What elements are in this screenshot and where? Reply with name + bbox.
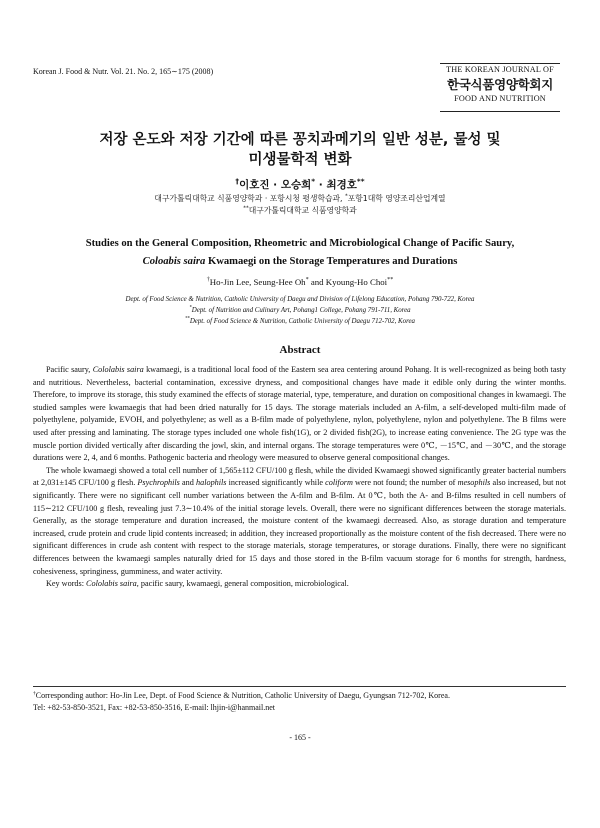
english-title-line1: Studies on the General Composition, Rheometric and Microbiological Change of Pacific Saury,: [85, 238, 515, 249]
journal-reference: Korean J. Food & Nutr. Vol. 21. No. 2, 165∼175 (2008): [33, 67, 214, 76]
page-number: - 165 -: [289, 733, 311, 742]
journal-box-bottom-rule: [440, 111, 560, 112]
key-words-list: , pacific saury, kwamaegi, general composition, microbiological.: [136, 579, 349, 589]
footnote-contact: Tel: +82-53-850-3521, Fax: +82-53-850-3516, E-mail: lhjin-i@hanmail.net: [33, 703, 276, 713]
english-title-line2: [30, 253, 570, 271]
korean-authors: [30, 177, 570, 192]
korean-affiliation-3: 대구가톨릭대학교 식품영양학과: [248, 206, 357, 215]
affiliation-mark-1: *: [305, 277, 309, 284]
affiliation-mark: **: [184, 316, 190, 322]
abstract-text: and: [179, 478, 197, 488]
author-kr-3: 최경호: [326, 179, 357, 191]
corresponding-mark: †: [33, 690, 36, 697]
affiliation-mark: **: [243, 205, 249, 212]
footnote-line1: [33, 690, 566, 702]
korean-title-line1: 저장 온도와 저장 기간에 따른 꽁치과메기의 일반 성분, 물성 및: [99, 132, 501, 148]
journal-name-en-line2: FOOD AND NUTRITION: [454, 94, 546, 103]
abstract-text: also increased, but not significantly. There were no significant cell number variations between the A-film and B-film. At 0℃, both the A- and B-films resulted in cell numbers of 115∼212 CFU/100 g flesh, revealing just 7.3∼10.4% of the initial storage levels. Overall, there were no significant differences between the storage materials. Generally, as the storage temperature and duration increased, the moisture content of the kwamaegi decreased. Also, as storage duration and temperature increased, crude protein and crude lipid contents increased; in addition, they increased proportionally as the moisture content of the fish decreased. There were no significant differences in crude ash content with respect to the storage materials, storage temperatures, or storage durations. Finally, there were no significant differences between the kwamaegi samples naturally dried for 15 days and those stored in the B-film vacuum storage for 6 months for strength, hardness, cohesiveness, springiness, gumminess, and water activity.: [33, 478, 566, 576]
english-affiliation-2: Dept. of Nutrition and Culinary Art, Pohang1 College, Pohang 791-711, Korea: [191, 307, 411, 314]
abstract-text: The whole kwamaegi showed a total cell number of 1,565±112 CFU/100 g flesh, while the divided Kwamaegi showed significantly greater bacterial numbers at 2,031±145 CFU/100 g flesh.: [33, 465, 566, 488]
affiliation-mark-1: *: [311, 176, 316, 186]
korean-title: [30, 130, 570, 170]
organism-term: halophils: [196, 478, 227, 488]
abstract-heading: Abstract: [279, 344, 321, 356]
key-words-label: Key words:: [46, 579, 87, 589]
author-and: and: [308, 277, 326, 287]
affiliation-mark-2: **: [356, 176, 365, 186]
journal-name-en-line1: THE KOREAN JOURNAL OF: [446, 65, 554, 74]
affiliation-mark: *: [345, 193, 348, 200]
author-separator: ·: [269, 179, 281, 191]
organism-term: coliform: [325, 478, 353, 488]
english-affiliation-line2: [30, 305, 570, 316]
english-title: [30, 235, 570, 271]
author-kr-1: 이호진: [239, 179, 270, 191]
abstract-text: were not found; the number of: [352, 478, 458, 488]
footnote: [33, 690, 566, 715]
abstract-text: Pacific saury,: [46, 365, 93, 374]
korean-affiliation-2: 포항1대학 영양조리산업계열: [347, 194, 446, 203]
organism-term: mesophils: [457, 478, 491, 488]
korean-affiliations: [30, 193, 570, 217]
english-affiliation-3: Dept. of Food Science & Nutrition, Catholic University of Daegu 712-702, Korea: [189, 318, 416, 325]
author-en-3: Kyoung-Ho Choi: [325, 277, 388, 287]
author-kr-2: 오승희: [280, 179, 312, 191]
author-separator: ·: [315, 179, 327, 191]
organism-term: Psychrophils: [137, 478, 180, 488]
english-title-line2-rest: Kwamaegi on the Storage Temperatures and Durations: [205, 256, 458, 267]
english-affiliation-line3: [30, 316, 570, 327]
abstract-paragraph-2: [33, 465, 566, 578]
species-name: Cololabis saira: [92, 365, 144, 374]
english-affiliations: [30, 294, 570, 327]
english-affiliation-1: Dept. of Food Science & Nutrition, Catholic University of Daegu and Division of Lifelong Education, Pohang 790-722, Korea: [125, 296, 475, 303]
corresponding-author: Corresponding author: Ho-Jin Lee, Dept. of Food Science & Nutrition, Catholic University of Daegu, Gyungsan 712-702, Korea.: [35, 691, 450, 700]
korean-affiliation-line1: [30, 193, 570, 205]
corresponding-mark: †: [206, 277, 210, 284]
corresponding-mark: †: [235, 176, 240, 186]
species-name: Coloabis saira: [142, 256, 206, 267]
korean-title-line2: 미생물학적 변화: [248, 152, 352, 168]
species-name: Cololabis saira: [86, 579, 137, 589]
author-en-2: Seung-Hee Oh: [253, 277, 306, 287]
journal-box-top-rule: [440, 63, 560, 64]
abstract-text: kwamaegi, is a traditional local food of the Eastern sea area centering around Pohang. It is well-recognized as being both tasty and nutritious. Nevertheless, bacterial contamination, excessive dryness, and compositional changes have made it edible only during the winter months. Therefore, to improve its storage, this study examined the effects of storage material, type, temperature, and duration on compositional changes in kwamaegi. The studied samples were kwamaegis that had been dried naturally for 15 days. The storage materials included an A-film, a self-developed multi-film made of polyethylene, polyamide, EVOH, and polyethylene; as well as a B-film made of polyethylene, nylon, polyethylene, nylon and polyethylene. The B films were used after pressing and laminating. The storage types included one whole fish(1G), or 2 divided fish(2G), to increase eating convenience. The 2G type was the muscle portion divided vertically after discarding the jowl, skin, and internal organs. The storage temperatures were 0℃, －15℃, and －30℃, and the storage durations were 2, 4, and 6 months. Pathogenic bacteria and rheology were measured to observe general compositional changes.: [33, 365, 567, 463]
korean-affiliation-line2: [30, 205, 570, 217]
affiliation-mark-2: **: [387, 277, 394, 284]
affiliation-mark: *: [189, 305, 192, 311]
author-en-1: Ho-Jin Lee,: [209, 277, 254, 287]
journal-name-kr: 한국식품영양학회지: [447, 77, 553, 92]
abstract-paragraph-1: [33, 364, 566, 465]
english-authors: [30, 277, 570, 287]
korean-affiliation-1: 대구가톨릭대학교 식품영양학과 · 포항시청 평생학습과,: [154, 194, 345, 203]
abstract-body: [33, 364, 566, 591]
footnote-rule: [33, 686, 566, 687]
key-words: [33, 578, 566, 591]
journal-name-box: [440, 65, 560, 103]
abstract-text: increased significantly while: [226, 478, 326, 488]
